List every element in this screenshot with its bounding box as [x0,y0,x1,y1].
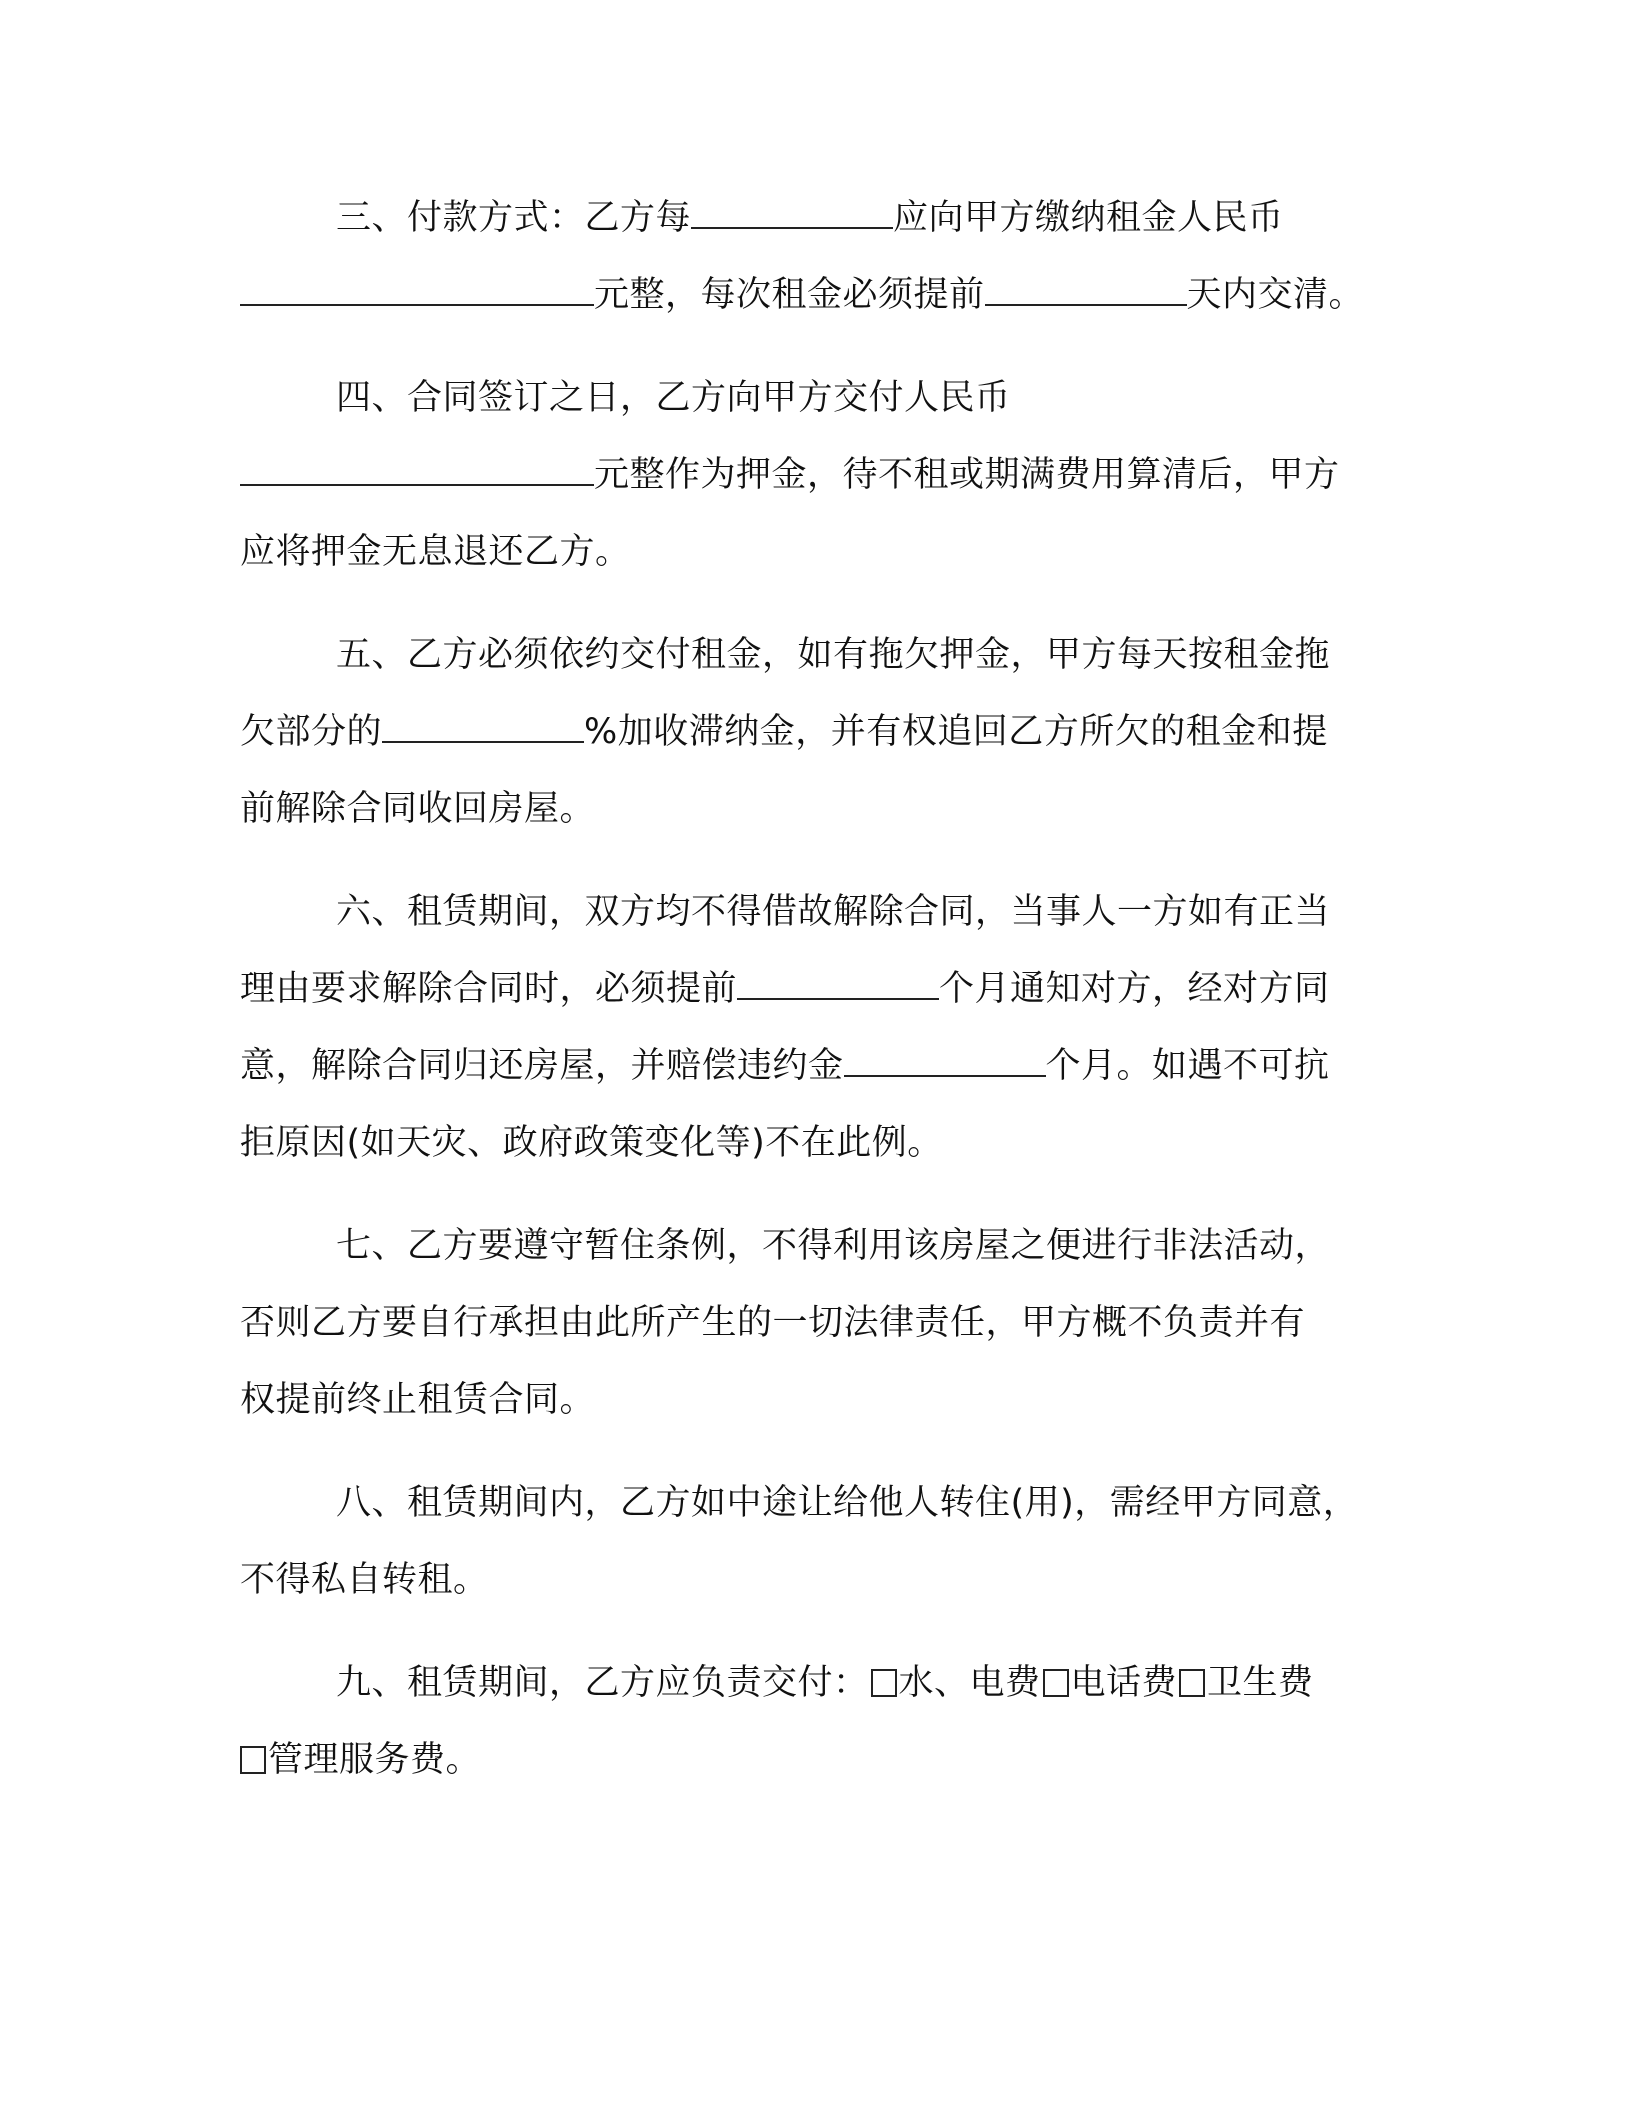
clause-7-line-3 [240,1378,595,1422]
clause-5-text: 欠部分的 [240,712,383,752]
clause-8-text: 八、租赁期间内，乙方如中途让给他人转住(用)，需经甲方同意， [336,1483,1359,1523]
clause-7-text: 权提前终止租赁合同。 [240,1380,596,1420]
phone-fee-label: 电话费 [1070,1663,1178,1703]
clause-3-text: 元整，每次租金必须提前 [594,275,985,315]
clause-9-line-1 [336,1661,1314,1705]
clause-6-line-4 [240,1121,943,1165]
clause-6-line-3 [240,1044,1330,1088]
notice-months-blank[interactable] [737,968,939,1000]
late-fee-percent-blank[interactable] [382,711,584,743]
clause-5-text: 五、乙方必须依约交付租金，如有拖欠押金，甲方每天按租金拖 [336,635,1331,675]
clause-5-text: 前解除合同收回房屋。 [240,789,596,829]
clause-8-line-2 [240,1558,489,1602]
water-electricity-label: 水、电费 [898,1663,1041,1703]
clause-8-text: 不得私自转租。 [240,1560,489,1600]
clause-3-text: 天内交清。 [1186,275,1365,315]
clause-3-line-1 [336,196,1284,240]
clause-4-text: 四、合同签订之日，乙方向甲方交付人民币 [336,378,1011,418]
clause-4-text: 元整作为押金，待不租或期满费用算清后，甲方 [594,455,1340,495]
clause-4-line-1 [336,376,1011,420]
clause-6-text: 六、租赁期间，双方均不得借故解除合同，当事人一方如有正当 [336,892,1331,932]
rent-amount-blank[interactable] [240,274,594,306]
clause-5-line-2 [240,710,1328,754]
clause-6-text: 意，解除合同归还房屋，并赔偿违约金 [240,1046,844,1086]
clause-4-line-2 [240,453,1340,497]
clause-5-line-1 [336,633,1330,677]
clause-4-text: 应将押金无息退还乙方。 [240,532,631,572]
clause-6-text: 个月。如遇不可抗 [1045,1046,1330,1086]
clause-3-text: 三、付款方式：乙方每 [336,198,692,238]
clause-5-line-3 [240,787,595,831]
phone-fee-checkbox[interactable] [1043,1669,1069,1697]
clause-9-line-2 [240,1738,481,1782]
management-fee-checkbox[interactable] [240,1746,266,1774]
clause-8-line-1 [336,1481,1358,1525]
sanitation-fee-label: 卫生费 [1207,1663,1314,1703]
clause-7-line-1 [336,1224,1330,1268]
clause-3-text: 应向甲方缴纳租金人民币 [893,198,1284,238]
water-electricity-checkbox[interactable] [871,1669,897,1697]
clause-7-text: 七、乙方要遵守暂住条例，不得利用该房屋之便进行非法活动， [336,1226,1331,1266]
clause-4-line-3 [240,530,631,574]
clause-6-line-2 [240,967,1330,1011]
penalty-months-blank[interactable] [844,1045,1046,1077]
sanitation-fee-checkbox[interactable] [1179,1669,1205,1697]
clause-6-text: 理由要求解除合同时，必须提前 [240,969,738,1009]
advance-days-blank[interactable] [985,274,1187,306]
clause-6-text: 个月通知对方，经对方同 [939,969,1330,1009]
clause-7-line-2 [240,1301,1305,1345]
deposit-amount-blank[interactable] [240,454,594,486]
clause-5-text: %加收滞纳金，并有权追回乙方所欠的租金和提 [584,712,1328,752]
management-fee-label: 管理服务费。 [268,1740,482,1780]
payment-period-blank[interactable] [691,197,893,229]
clause-6-text: 拒原因(如天灾、政府政策变化等)不在此例。 [240,1123,943,1163]
clause-9-text: 九、租赁期间，乙方应负责交付： [336,1663,869,1703]
clause-6-line-1 [336,890,1330,934]
clause-7-text: 否则乙方要自行承担由此所产生的一切法律责任，甲方概不负责并有 [240,1303,1306,1343]
clause-3-line-2 [240,273,1364,317]
